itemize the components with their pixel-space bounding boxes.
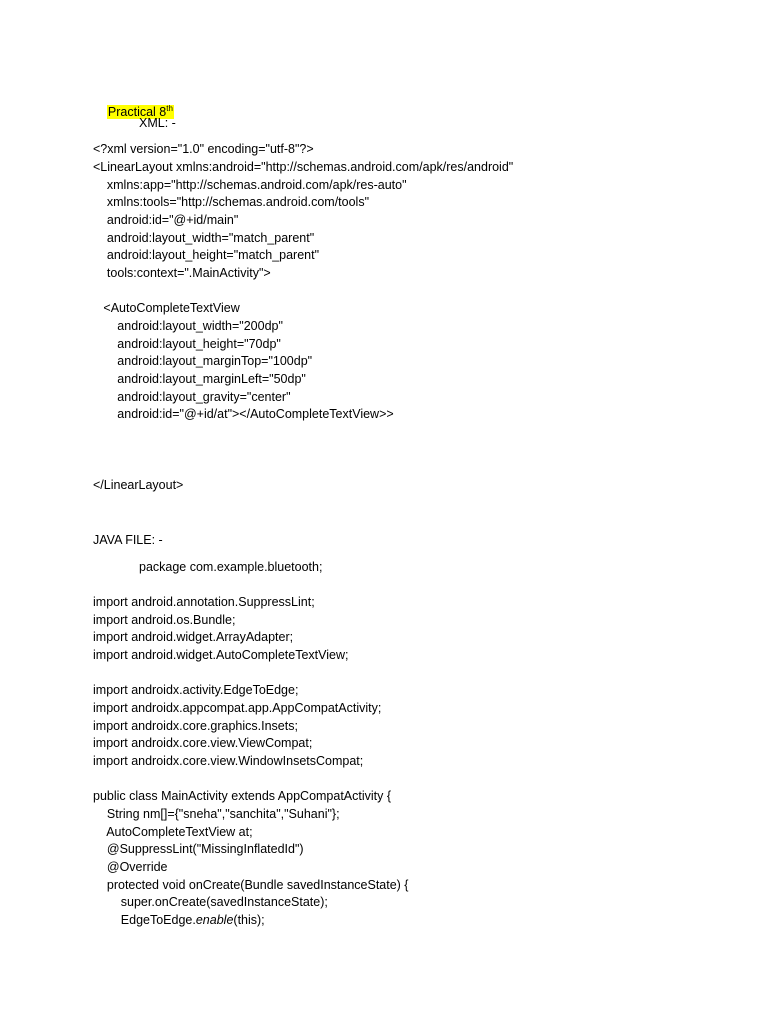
code-line: xmlns:tools="http://schemas.android.com/tools" — [93, 195, 370, 209]
code-line: @Override — [93, 860, 168, 874]
code-line: import android.widget.AutoCompleteTextView; — [93, 648, 349, 662]
code-line: import androidx.core.graphics.Insets; — [93, 719, 298, 733]
code-line: protected void onCreate(Bundle savedInstanceState) { — [93, 878, 409, 892]
code-segment: (this); — [233, 913, 265, 927]
heading-superscript: th — [166, 103, 173, 113]
code-line: android:layout_width="match_parent" — [93, 231, 315, 245]
code-line-edge-to-edge — [93, 912, 265, 928]
code-line: android:layout_width="200dp" — [93, 319, 283, 333]
code-line: <LinearLayout xmlns:android="http://schemas.android.com/apk/res/android" — [93, 160, 514, 174]
code-line: tools:context=".MainActivity"> — [93, 266, 271, 280]
code-line: import android.annotation.SuppressLint; — [93, 595, 315, 609]
code-line-closing: </LinearLayout> — [93, 478, 184, 492]
code-segment-italic: enable — [195, 913, 234, 927]
java-package-line: package com.example.bluetooth; — [139, 560, 323, 574]
code-line: xmlns:app="http://schemas.android.com/apk/res-auto" — [93, 178, 407, 192]
code-line: import android.os.Bundle; — [93, 613, 236, 627]
code-line: android:layout_height="70dp" — [93, 337, 281, 351]
code-line: @SuppressLint("MissingInflatedId") — [93, 842, 304, 856]
code-line: import androidx.appcompat.app.AppCompatActivity; — [93, 701, 382, 715]
code-line: android:layout_marginLeft="50dp" — [93, 372, 306, 386]
code-line: super.onCreate(savedInstanceState); — [93, 895, 328, 909]
code-line: android:id="@+id/main" — [93, 213, 239, 227]
code-line: android:layout_marginTop="100dp" — [93, 354, 313, 368]
java-section-label: JAVA FILE: - — [93, 533, 163, 547]
code-line: android:id="@+id/at"></AutoCompleteTextView>> — [93, 407, 394, 421]
code-line: String nm[]={"sneha","sanchita","Suhani"}; — [93, 807, 340, 821]
code-line: public class MainActivity extends AppCompatActivity { — [93, 789, 392, 803]
code-line: import androidx.core.view.ViewCompat; — [93, 736, 313, 750]
code-line: <AutoCompleteTextView — [93, 301, 240, 315]
code-line: AutoCompleteTextView at; — [93, 825, 253, 839]
code-line: android:layout_height="match_parent" — [93, 248, 320, 262]
code-line: android:layout_gravity="center" — [93, 390, 291, 404]
code-line: <?xml version="1.0" encoding="utf-8"?> — [93, 142, 314, 156]
heading-title: Practical 8 — [107, 105, 167, 119]
xml-section-label: XML: - — [139, 116, 176, 130]
code-segment: EdgeToEdge. — [93, 913, 196, 927]
code-line: import android.widget.ArrayAdapter; — [93, 630, 294, 644]
code-line: import androidx.activity.EdgeToEdge; — [93, 683, 299, 697]
code-line: import androidx.core.view.WindowInsetsCompat; — [93, 754, 364, 768]
